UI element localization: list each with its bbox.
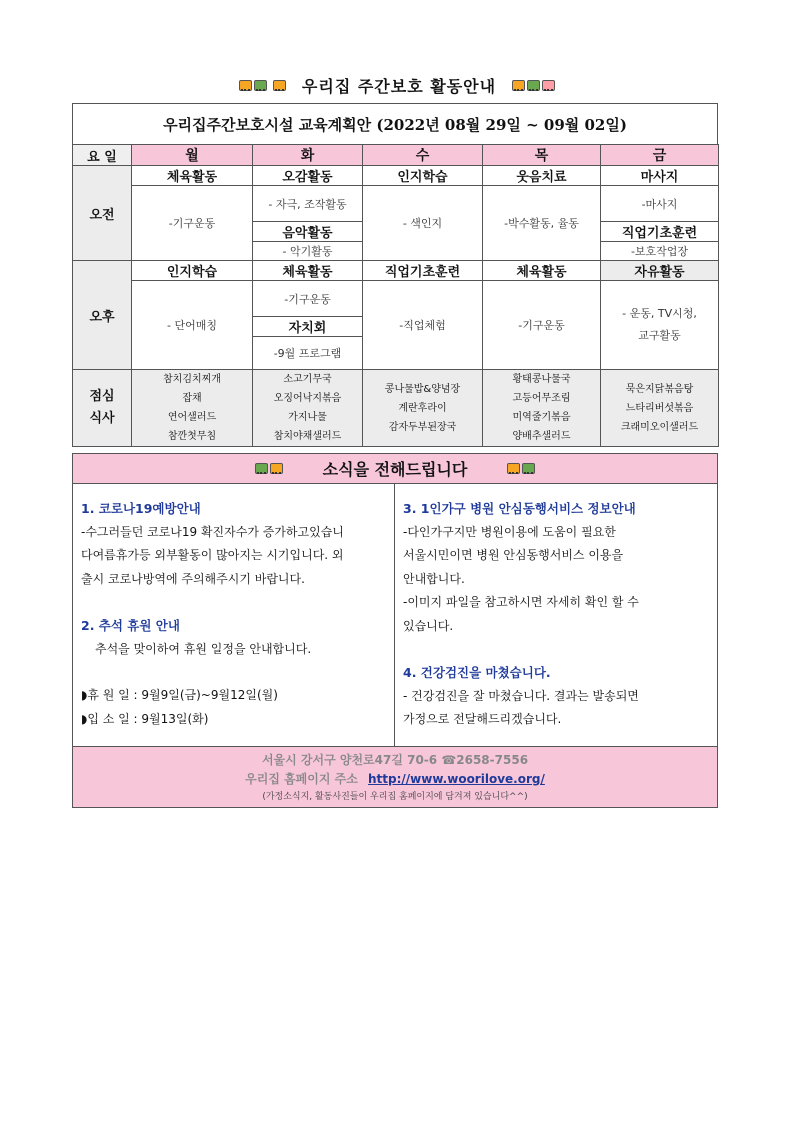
morning-mon-note: -기구운동: [132, 186, 253, 261]
train-icon: [273, 80, 286, 91]
list-item: 황태콩나물국: [512, 374, 571, 385]
homepage-line: [73, 770, 717, 787]
meal-thu: [483, 370, 601, 447]
text-line: -다인가구지만 병원이용에 도움이 필요한: [403, 524, 616, 539]
afternoon-tue-note: -기구운동: [253, 281, 363, 317]
homepage-link[interactable]: http://www.woorilove.org/: [368, 772, 545, 786]
afternoon-thu-title: 체육활동: [483, 261, 601, 281]
meal-label: [73, 370, 132, 447]
list-item: 연어샐러드: [167, 412, 217, 423]
afternoon-mon-title: 인지학습: [132, 261, 253, 281]
morning-fri-note2: -보호작업장: [601, 242, 719, 261]
afternoon-mon-note: - 단어매칭: [132, 281, 253, 370]
list-item: 참치야채샐러드: [273, 431, 342, 442]
section-title: 4. 건강검진을 마쳤습니다.: [403, 665, 551, 680]
train-icon: [255, 463, 283, 474]
meal-fri: [601, 370, 719, 447]
text-line: 가정으로 전달해드리겠습니다.: [403, 712, 562, 726]
list-item: 묵은지닭볶음탕: [625, 383, 694, 395]
afternoon-tue-note2: -9월 프로그램: [253, 337, 363, 370]
morning-tue-title: 오감활동: [253, 166, 363, 186]
morning-tue-note2: - 악기활동: [253, 242, 363, 261]
section-title: 1. 코로나19예방안내: [81, 501, 201, 516]
morning-fri-title2: 직업기초훈련: [601, 222, 719, 242]
day-wed: 수: [363, 145, 483, 166]
morning-row: [73, 166, 719, 186]
afternoon-wed-title: 직업기초훈련: [363, 261, 483, 281]
list-item: 참깐첫무침: [167, 431, 217, 442]
list-item: 감자두부된장국: [388, 421, 457, 433]
day-fri: 금: [601, 145, 719, 166]
page-title: 우리집 주간보호 활동안내: [301, 76, 497, 96]
morning-thu-note: -박수활동, 율동: [483, 186, 601, 261]
list-item: 크래미오이샐러드: [620, 421, 699, 433]
section-title: 2. 추석 휴원 안내: [81, 618, 180, 633]
afternoon-label: 오후: [73, 261, 132, 370]
closing-dates: ◗휴 원 일 : 9월9일(금)~9월12일(월): [81, 688, 278, 702]
homepage-label: 우리집 홈페이지 주소: [245, 772, 358, 786]
list-item: 미역줄기볶음: [512, 412, 571, 423]
list-item: 고등어무조림: [512, 393, 571, 404]
afternoon-tue-title2: 자치회: [253, 317, 363, 337]
meal-label-line2: 식사: [89, 411, 115, 426]
news-left-column: [73, 483, 395, 746]
morning-wed-note: - 색인지: [363, 186, 483, 261]
morning-fri-note: -마사지: [601, 186, 719, 222]
morning-fri-title: 마사지: [601, 166, 719, 186]
afternoon-fri-note-line2: 교구활동: [638, 329, 681, 342]
news-title: 소식을 전해드립니다: [322, 460, 468, 479]
text-line: 서울시민이면 병원 안심동행서비스 이용을: [403, 548, 624, 562]
footer: [72, 746, 718, 808]
list-item: 양배추샐러드: [512, 431, 571, 442]
page-header: [0, 74, 794, 96]
day-tue: 화: [253, 145, 363, 166]
news-body: [72, 483, 718, 747]
news-header: [72, 453, 718, 484]
afternoon-tue-title: 체육활동: [253, 261, 363, 281]
meal-wed: [363, 370, 483, 447]
text-line: 추석을 맞이하여 휴원 일정을 안내합니다.: [95, 641, 312, 656]
train-icon: [512, 80, 555, 91]
text-line: -수그러들던 코로나19 확진자수가 증가하고있습니: [81, 524, 344, 539]
list-item: 소고기무국: [283, 374, 332, 385]
list-item: 잡채: [182, 393, 202, 404]
morning-wed-title: 인지학습: [363, 166, 483, 186]
plan-title: 우리집주간보호시설 교육계획안 (2022년 08월 29일 ~ 09월 02일): [72, 103, 718, 145]
text-line: -이미지 파일을 참고하시면 자세히 확인 할 수: [403, 595, 639, 609]
address: 서울시 강서구 양천로47길 70-6 ☎2658-7556: [261, 753, 529, 767]
afternoon-row: [73, 261, 719, 281]
news-right-column: [395, 483, 717, 746]
list-item: 느타리버섯볶음: [625, 402, 694, 414]
list-item: 콩나물밥&양념장: [384, 383, 461, 395]
list-item: 참치김치찌개: [163, 374, 221, 385]
meal-label-line1: 점심: [89, 389, 115, 404]
text-line: 안내합니다.: [403, 571, 465, 586]
weekly-plan-table: [72, 144, 719, 447]
afternoon-wed-note: -직업체험: [363, 281, 483, 370]
text-line: 있습니다.: [403, 618, 454, 633]
morning-tue-title2: 음악활동: [253, 222, 363, 242]
afternoon-fri-note-line1: - 운동, TV시청,: [622, 307, 697, 320]
meal-mon: [132, 370, 253, 447]
section-title: 3. 1인가구 병원 안심동행서비스 정보안내: [403, 501, 636, 516]
afternoon-fri-title: 자유활동: [601, 261, 719, 281]
list-item: 계란후라이: [398, 402, 447, 414]
morning-label: 오전: [73, 166, 132, 261]
list-item: 오징어낙지볶음: [273, 393, 342, 404]
text-line: 출시 코로나방역에 주의해주시기 바랍니다.: [81, 571, 305, 586]
day-thu: 목: [483, 145, 601, 166]
reopen-date: ◗입 소 일 : 9월13일(화): [81, 711, 209, 726]
meal-row: [73, 370, 719, 447]
morning-thu-title: 웃음치료: [483, 166, 601, 186]
day-header-row: [73, 145, 719, 166]
morning-mon-title: 체육활동: [132, 166, 253, 186]
train-icon: [239, 80, 267, 91]
footer-note: (가정소식지, 활동사진들이 우리집 홈페이지에 담겨져 있습니다^^): [262, 792, 528, 802]
afternoon-thu-note: -기구운동: [483, 281, 601, 370]
list-item: 가지나물: [288, 412, 327, 423]
text-line: 다여름휴가등 외부활동이 많아지는 시기입니다. 외: [81, 548, 344, 562]
text-line: - 건강검진을 잘 마쳤습니다. 결과는 발송되면: [403, 688, 639, 703]
day-label: 요 일: [73, 145, 132, 166]
day-mon: 월: [132, 145, 253, 166]
morning-tue-note: - 자극, 조작활동: [253, 186, 363, 222]
train-icon: [507, 463, 535, 474]
afternoon-fri-note: [601, 281, 719, 370]
meal-tue: [253, 370, 363, 447]
